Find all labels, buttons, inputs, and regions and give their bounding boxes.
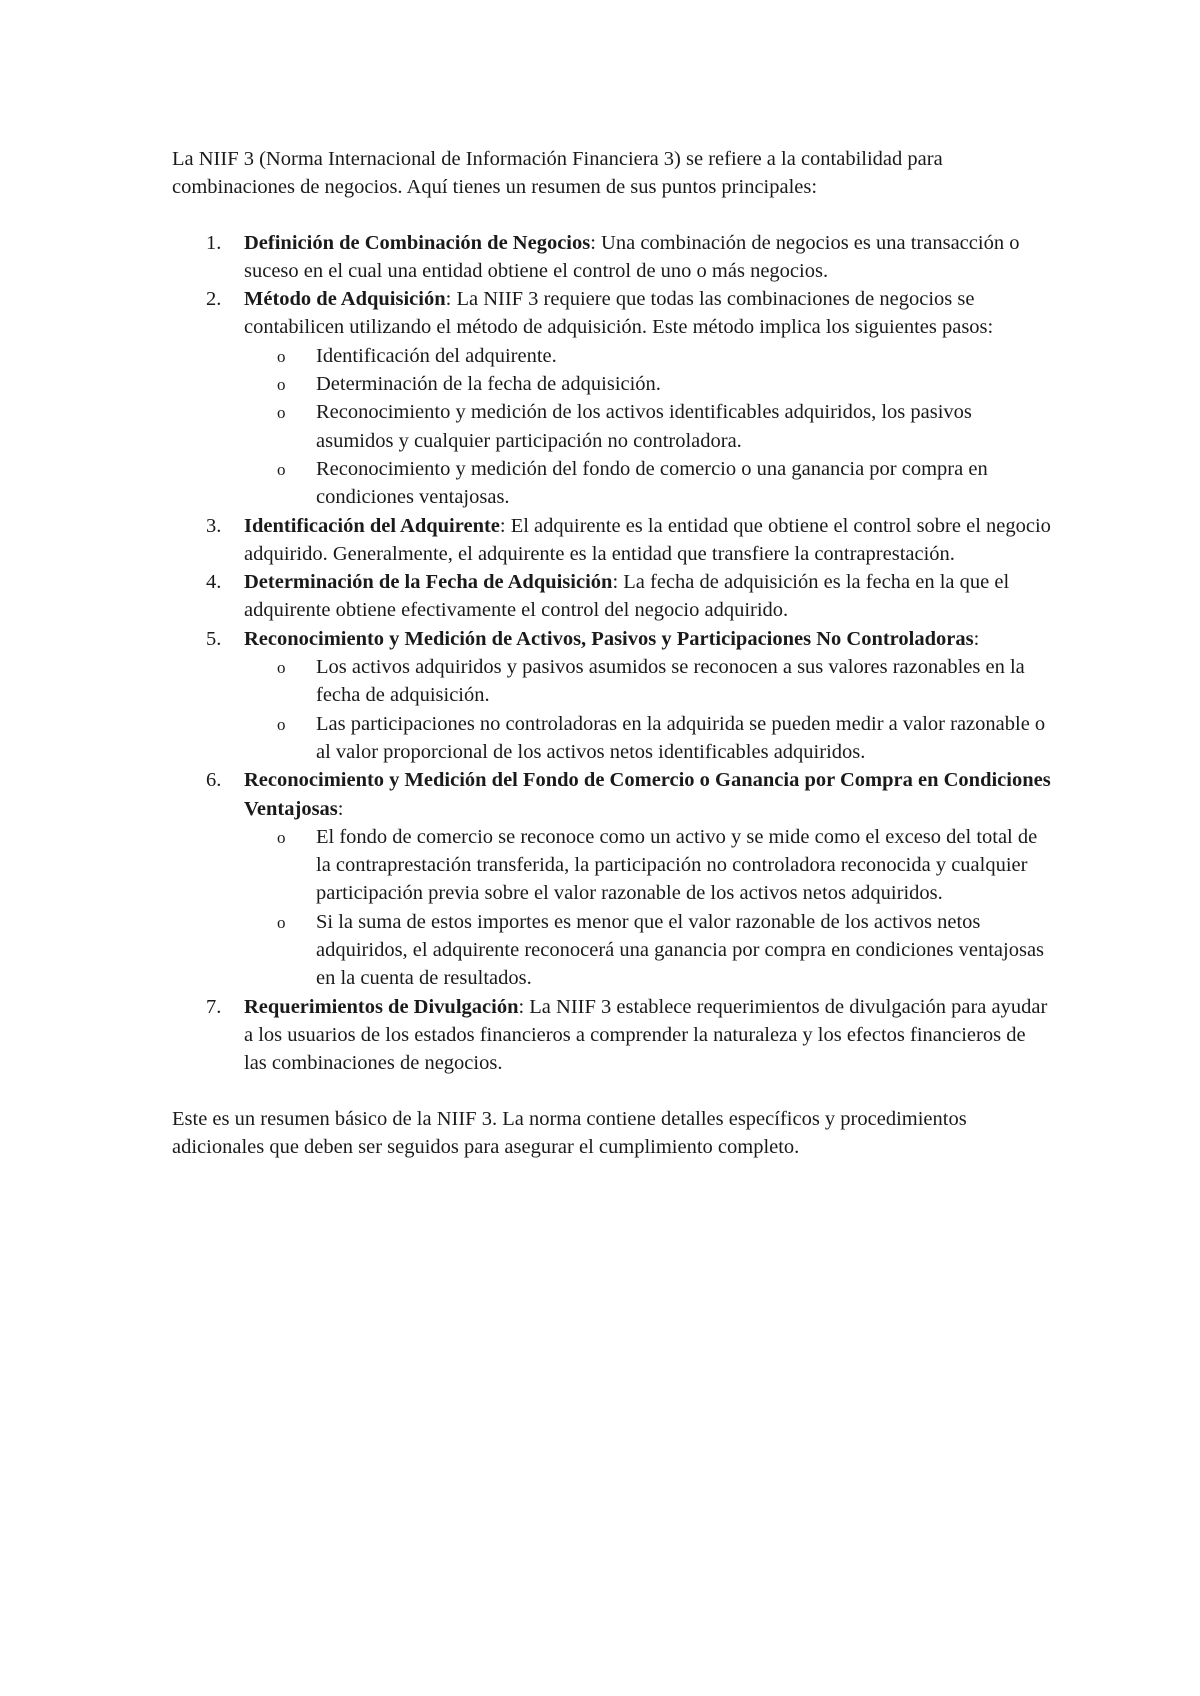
item-number: 3. [206,514,222,537]
item-term: Método de Adquisición [244,288,446,311]
item-number: 5. [206,627,222,650]
item-text: : La NIIF 3 establece requerimientos de divulgación para ayudar a los usuarios de los estados financieros a comprender la naturaleza y los efectos financieros de las combinaciones de negocios. [244,995,1048,1075]
sub-list [244,653,1052,766]
item-text: : El adquirente es la entidad que obtiene el control sobre el negocio adquirido. Generalmente, el adquirente es la entidad que transfiere la contraprestación. [244,514,1051,565]
sub-item-text: Los activos adquiridos y pasivos asumidos se reconocen a sus valores razonables en la fecha de adquisición. [316,656,1025,707]
item-term: Identificación del Adquirente [244,514,500,537]
item-term: Determinación de la Fecha de Adquisición [244,571,613,594]
sub-list-item [244,653,1052,710]
sub-list-item [244,342,1052,370]
list-item [172,568,1052,625]
item-number: 2. [206,288,222,311]
list-item [172,229,1052,286]
sub-list-item [244,823,1052,908]
sub-list [244,342,1052,512]
item-number: 7. [206,995,222,1018]
sub-item-text: Reconocimiento y medición de los activos identificables adquiridos, los pasivos asumidos y cualquier participación no controladora. [316,401,972,452]
item-term: Reconocimiento y Medición del Fondo de Comercio o Ganancia por Compra en Condiciones Ventajosas [244,769,1051,820]
sub-item-text: El fondo de comercio se reconoce como un activo y se mide como el exceso del total de la contraprestación transferida, la participación no controladora reconocida y cualquier participación previa sobre el valor razonable de los activos netos adquiridos. [316,825,1038,905]
bullet-icon: o [277,459,286,479]
item-number: 4. [206,571,222,594]
bullet-icon: o [277,658,286,678]
list-item [172,512,1052,569]
intro-paragraph: La NIIF 3 (Norma Internacional de Información Financiera 3) se refiere a la contabilidad para combinaciones de negocios. Aquí tienes un resumen de sus puntos principales: [172,148,943,199]
item-term: Reconocimiento y Medición de Activos, Pasivos y Participaciones No Controladoras [244,627,974,650]
item-term: Definición de Combinación de Negocios [244,231,591,254]
sub-list-item [244,398,1052,455]
sub-list [244,823,1052,993]
document-page [172,145,1052,1161]
bullet-icon: o [277,714,286,734]
item-text: : Una combinación de negocios es una transacción o suceso en el cual una entidad obtiene el control de uno o más negocios. [244,231,1020,282]
sub-item-text: Determinación de la fecha de adquisición. [316,373,661,396]
sub-item-text: Identificación del adquirente. [316,344,557,367]
item-number: 6. [206,769,222,792]
sub-item-text: Si la suma de estos importes es menor que el valor razonable de los activos netos adquiridos, el adquirente reconocerá una ganancia por compra en condiciones ventajosas en la cuenta de resultados. [316,910,1045,990]
bullet-icon: o [277,403,286,423]
item-text: : La NIIF 3 requiere que todas las combinaciones de negocios se contabilicen utilizando el método de adquisición. Este método implica los siguientes pasos: [244,288,994,339]
sub-list-item [244,710,1052,767]
list-item [172,766,1052,992]
bullet-icon: o [277,912,286,932]
bullet-icon: o [277,346,286,366]
list-item [172,993,1052,1078]
sub-list-item [244,455,1052,512]
item-number: 1. [206,231,222,254]
bullet-icon: o [277,827,286,847]
main-numbered-list [172,229,1052,1078]
sub-item-text: Reconocimiento y medición del fondo de comercio o una ganancia por compra en condiciones ventajosas. [316,457,988,509]
list-item [172,625,1052,766]
sub-item-text: Las participaciones no controladoras en la adquirida se pueden medir a valor razonable o al valor proporcional de los activos netos identificables adquiridos. [316,712,1046,763]
item-text: : [337,797,344,820]
sub-list-item [244,370,1052,398]
item-text: : [973,627,980,650]
closing-paragraph: Este es un resumen básico de la NIIF 3. La norma contiene detalles específicos y procedimientos adicionales que deben ser seguidos para asegurar el cumplimiento completo. [172,1107,967,1158]
item-term: Requerimientos de Divulgación [244,995,519,1018]
sub-list-item [244,908,1052,993]
list-item [172,285,1052,511]
item-text: : La fecha de adquisición es la fecha en la que el adquirente obtiene efectivamente el control del negocio adquirido. [244,571,1010,622]
bullet-icon: o [277,375,286,395]
